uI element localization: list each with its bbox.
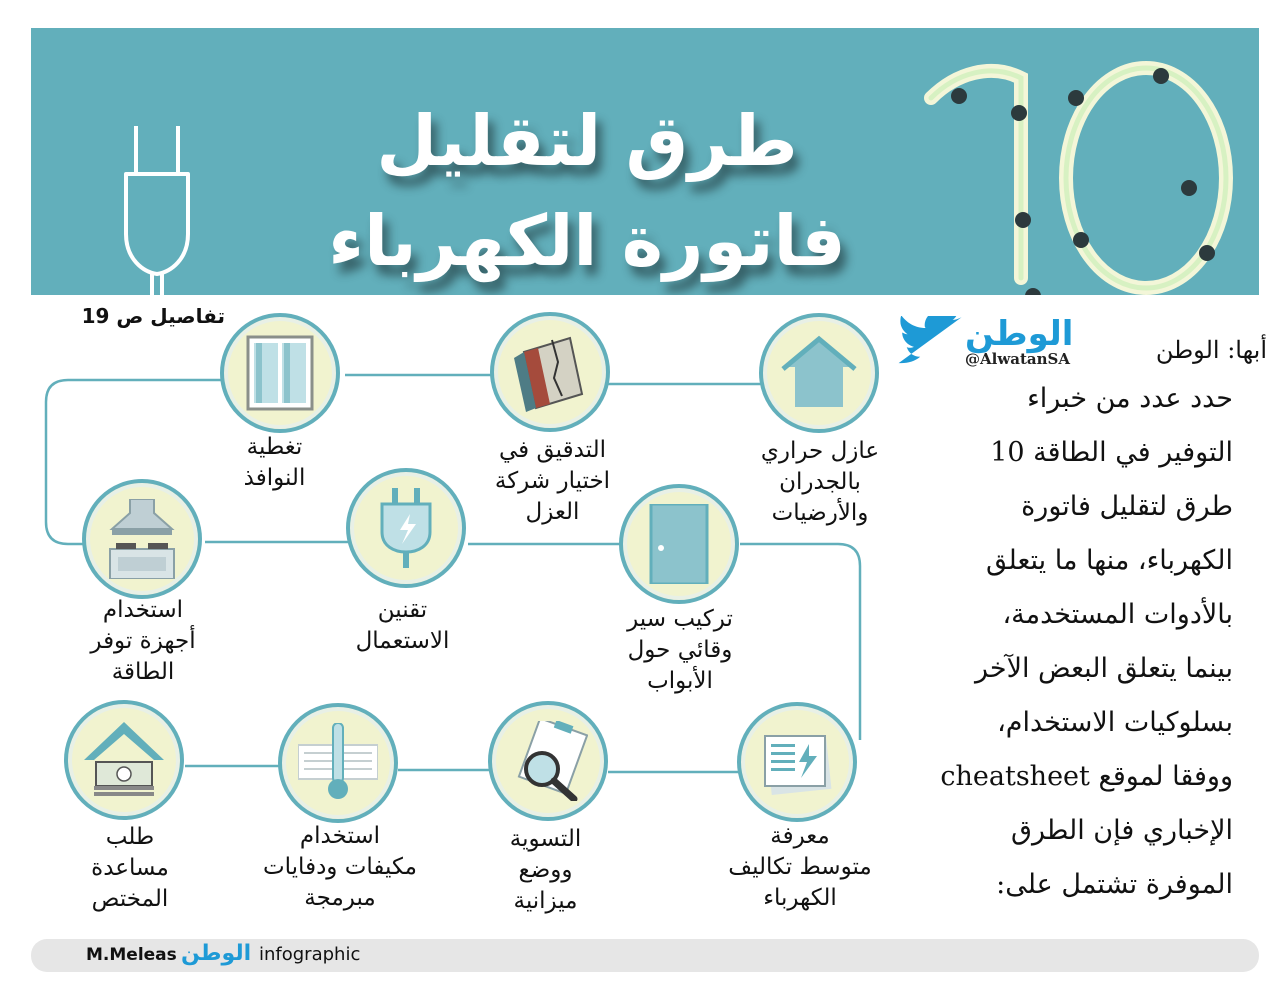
tip-4-label: تركيب سير وقائي حول الأبواب [627,606,733,694]
article-line: بسلوكيات الاستخدام، [997,707,1233,738]
window-icon [240,333,320,413]
tip-5-circle [346,468,466,588]
article-line: الموفرة تشتمل على: [996,869,1233,900]
alwatan-logo: الوطن [965,314,1074,354]
money-house-icon [84,720,164,800]
article-line: طرق لتقليل فاتورة [1021,491,1233,522]
article-line: ووفقا لموقع cheatsheet [940,761,1233,792]
article-line: التوفير في الطاقة 10 [990,437,1233,468]
article-line: بالأدوات المستخدمة، [1002,599,1233,630]
tip-1-circle [759,313,879,433]
article-line: الكهرباء، منها ما يتعلق [986,545,1233,576]
house-icon [779,333,859,413]
tip-9-circle [278,703,398,823]
tip-8-circle [488,701,608,821]
article-line: حدد عدد من خبراء [1027,383,1233,414]
details-page-note: تفاصيل ص 19 [81,304,225,328]
tip-9-label: استخدام مكيفات ودفايات مبرمجة [263,823,417,911]
plug-icon [366,488,446,568]
tip-4-circle [619,484,739,604]
door-icon [639,504,719,584]
tip-5-label: تقنين الاستعمال [355,597,450,654]
tip-6-circle [82,479,202,599]
tip-6-label: استخدام أجهزة توفر الطاقة [90,597,196,685]
article-line: الإخباري فإن الطرق [1011,815,1233,846]
tip-8-label: التسوية ووضع ميزانية [509,826,582,914]
footer-logo: الوطن [181,941,252,966]
twitter-handle[interactable]: @AlwatanSA [965,350,1070,368]
tip-3-label: تغطية النوافذ [243,434,306,491]
tip-2-circle [490,312,610,432]
stove-hood-icon [102,499,182,579]
footer-bar [31,939,1259,972]
twitter-bird-icon[interactable] [898,316,964,368]
thermostat-ac-icon [298,723,378,803]
tip-1-label: عازل حراري بالجدران والأرضيات [760,438,880,526]
article-body [880,372,1233,912]
tip-7-label: معرفة متوسط تكاليف الكهرباء [728,823,872,911]
tip-3-circle [220,313,340,433]
footer-kind: infographic [259,944,361,965]
bills-icon [757,722,837,802]
brand-block [898,314,1088,372]
wall-insulation-icon [510,332,590,412]
clipboard-magnifier-icon [508,721,588,801]
tip-7-circle [737,702,857,822]
tip-10-label: طلب مساعدة المختص [91,824,169,912]
tip-10-circle [64,700,184,820]
tip-2-label: التدقيق في اختيار شركة العزل [494,437,611,525]
banner-title-line2: فاتورة الكهرباء [328,200,846,282]
footer-author: M.Meleas [86,945,177,965]
article-line: بينما يتعلق البعض الآخر [974,653,1233,684]
article-source: أبها: الوطن [1155,336,1267,364]
banner-title-line1: طرق لتقليل [376,100,798,182]
